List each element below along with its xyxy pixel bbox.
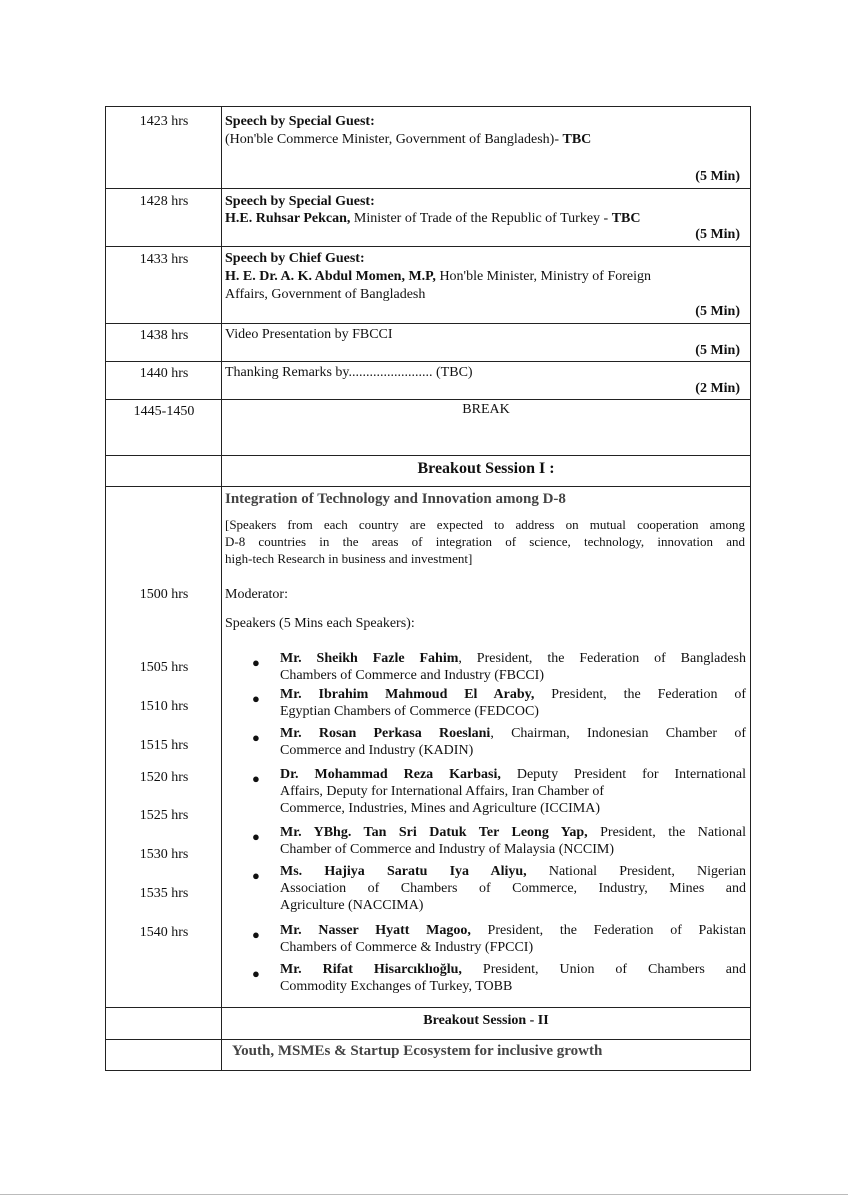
row-divider	[105, 106, 751, 107]
bullet-icon: ●	[252, 829, 260, 844]
row-body: Thanking Remarks by........................ (TBC)	[225, 365, 473, 380]
row-time: 1423 hrs	[139, 114, 189, 129]
description-line: D-8 countries in the areas of integration of science, technology, innovation and	[225, 534, 745, 549]
speaker-time: 1505 hrs	[139, 660, 189, 675]
row-time: 1433 hrs	[139, 252, 189, 267]
speaker-role: President, Union of Chambers and	[461, 962, 747, 977]
row-body-name: H. E. Dr. A. K. Abdul Momen, M.P,	[225, 269, 436, 284]
table-border-bottom	[105, 1070, 751, 1071]
speaker-role-line: Chamber of Commerce and Industry of Malaysia (NCCIM)	[280, 842, 614, 857]
row-body-name: H.E. Ruhsar Pekcan,	[225, 211, 351, 226]
row-body-line2: Affairs, Government of Bangladesh	[225, 287, 426, 302]
speaker-role: President, the National	[587, 825, 746, 840]
row-body-tbc: TBC	[562, 132, 592, 147]
speaker-time: 1515 hrs	[139, 738, 189, 753]
row-divider	[105, 1039, 751, 1040]
speaker-role-line: Commodity Exchanges of Turkey, TOBB	[280, 979, 513, 994]
row-time: 1445-1450	[133, 404, 195, 419]
bullet-icon: ●	[252, 868, 260, 883]
row-body-text: Hon'ble Minister, Ministry of Foreign	[435, 269, 651, 284]
row-body-tbc: TBC	[611, 211, 641, 226]
bullet-icon: ●	[252, 730, 260, 745]
row-divider	[105, 455, 751, 456]
row-duration: (5 Min)	[695, 169, 740, 184]
row-time: 1428 hrs	[139, 194, 189, 209]
row-divider	[105, 1007, 751, 1008]
speaker-role: National President, Nigerian	[526, 864, 747, 879]
speaker-entry	[280, 961, 746, 995]
speaker-role: , Chairman, Indonesian Chamber of	[490, 726, 746, 741]
speakers-label: Speakers (5 Mins each Speakers):	[225, 616, 415, 631]
speaker-role-line: Commerce and Industry (KADIN)	[280, 743, 474, 758]
speaker-role-line: Commerce, Industries, Mines and Agriculture (ICCIMA)	[280, 801, 600, 816]
row-divider	[105, 399, 751, 400]
table-border-right	[750, 106, 751, 1071]
speaker-role-line: Chambers of Commerce and Industry (FBCCI)	[280, 668, 545, 683]
table-border-left	[105, 106, 106, 1071]
session-topic: Integration of Technology and Innovation among D-8	[225, 491, 566, 507]
row-body: Video Presentation by FBCCI	[225, 327, 393, 342]
row-body	[225, 268, 747, 285]
session-description	[225, 516, 745, 567]
row-duration: (5 Min)	[695, 343, 740, 358]
speaker-time: 1520 hrs	[139, 770, 189, 785]
description-line: [Speakers from each country are expected to address on mutual cooperation among	[225, 517, 745, 532]
speaker-entry	[280, 686, 746, 720]
speaker-name: Mr. Sheikh Fazle Fahim	[280, 651, 459, 666]
row-heading: Speech by Special Guest:	[225, 114, 375, 129]
row-body-text: (Hon'ble Commerce Minister, Government of Bangladesh)-	[225, 132, 563, 147]
speaker-entry	[280, 824, 746, 858]
speaker-entry	[280, 922, 746, 956]
description-line: high-tech Research in business and investment]	[225, 551, 473, 566]
speaker-role-line: Agriculture (NACCIMA)	[280, 898, 424, 913]
row-body-text: Minister of Trade of the Republic of Turkey -	[350, 211, 612, 226]
row-heading: Speech by Chief Guest:	[225, 251, 365, 266]
moderator-label: Moderator:	[225, 587, 288, 602]
speaker-role-line: Egyptian Chambers of Commerce (FEDCOC)	[280, 704, 539, 719]
session-topic: Youth, MSMEs & Startup Ecosystem for inclusive growth	[232, 1043, 603, 1059]
speaker-name: Mr. YBhg. Tan Sri Datuk Ter Leong Yap,	[280, 825, 588, 840]
row-divider	[105, 188, 751, 189]
row-duration: (5 Min)	[695, 227, 740, 242]
bullet-icon: ●	[252, 691, 260, 706]
break-label: BREAK	[462, 402, 510, 417]
speaker-time: 1525 hrs	[139, 808, 189, 823]
speaker-time: 1530 hrs	[139, 847, 189, 862]
row-body	[225, 210, 747, 227]
bullet-icon: ●	[252, 966, 260, 981]
row-divider	[105, 246, 751, 247]
speaker-role-line: Association of Chambers of Commerce, Industry, Mines and	[280, 881, 746, 896]
speaker-role: President, the Federation of	[534, 687, 746, 702]
row-divider	[105, 486, 751, 487]
speaker-role-line: Chambers of Commerce & Industry (FPCCI)	[280, 940, 534, 955]
session-title: Breakout Session - II	[423, 1013, 549, 1028]
speaker-name: Ms. Hajiya Saratu Iya Aliyu,	[280, 864, 527, 879]
speaker-time: 1535 hrs	[139, 886, 189, 901]
page-edge-line	[0, 1194, 848, 1195]
speaker-entry	[280, 863, 746, 914]
speaker-name: Mr. Rifat Hisarcıklıoğlu,	[280, 962, 462, 977]
speaker-role: President, the Federation of Pakistan	[470, 923, 746, 938]
speaker-name: Mr. Ibrahim Mahmoud El Araby,	[280, 687, 535, 702]
speaker-entry	[280, 725, 746, 759]
speaker-entry	[280, 650, 746, 684]
speaker-name: Dr. Mohammad Reza Karbasi,	[280, 767, 501, 782]
speaker-name: Mr. Nasser Hyatt Magoo,	[280, 923, 471, 938]
speaker-role: Deputy President for International	[500, 767, 746, 782]
row-time: 1438 hrs	[139, 328, 189, 343]
speaker-role: , President, the Federation of Bangladesh	[458, 651, 746, 666]
row-heading: Speech by Special Guest:	[225, 194, 375, 209]
row-duration: (5 Min)	[695, 304, 740, 319]
row-divider	[105, 323, 751, 324]
bullet-icon: ●	[252, 927, 260, 942]
bullet-icon: ●	[252, 771, 260, 786]
table-column-divider	[221, 106, 222, 1071]
speaker-name: Mr. Rosan Perkasa Roeslani	[280, 726, 491, 741]
bullet-icon: ●	[252, 655, 260, 670]
speaker-role-line: Affairs, Deputy for International Affairs, Iran Chamber of	[280, 784, 605, 799]
speaker-time: 1540 hrs	[139, 925, 189, 940]
row-time: 1440 hrs	[139, 366, 189, 381]
speaker-time: 1510 hrs	[139, 699, 189, 714]
speaker-entry	[280, 766, 746, 817]
moderator-time: 1500 hrs	[139, 587, 189, 602]
row-divider	[105, 361, 751, 362]
session-title: Breakout Session I :	[417, 460, 555, 477]
row-body	[225, 131, 747, 148]
row-duration: (2 Min)	[695, 381, 740, 396]
